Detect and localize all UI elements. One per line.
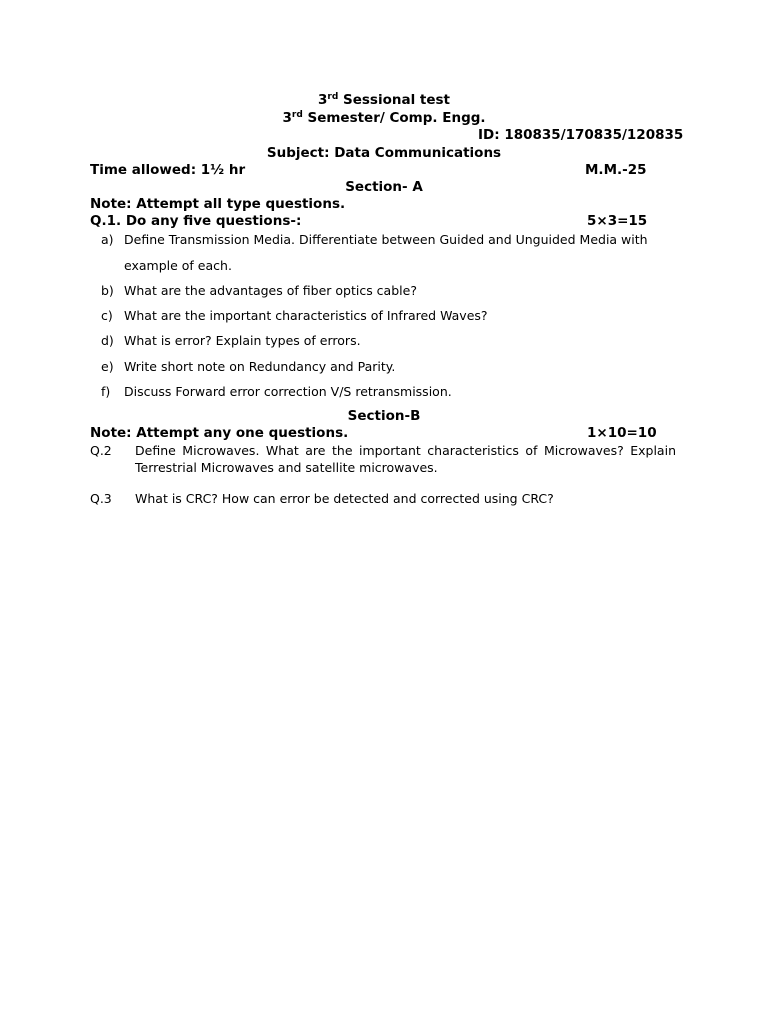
list-item-text: Discuss Forward error correction V/S retransmission. (124, 384, 452, 399)
q3-label: Q.3 (90, 491, 112, 506)
test-number: 3 (318, 92, 328, 108)
list-item-label: e) (101, 359, 114, 374)
list-item-label: b) (101, 283, 114, 298)
id-line: ID: 180835/170835/120835 (478, 127, 684, 143)
semester-text: Semester/ Comp. Engg. (302, 110, 486, 126)
q1-marks: 5×3=15 (587, 213, 648, 229)
time-allowed: Time allowed: 1½ hr (90, 162, 246, 178)
max-marks: M.M.-25 (585, 162, 647, 178)
subject-line: Subject: Data Communications (266, 145, 502, 161)
section-a-title: Section- A (345, 179, 423, 195)
test-title (0, 92, 768, 109)
list-item-label: f) (101, 384, 111, 399)
list-item-label: d) (101, 333, 114, 348)
test-superscript: rd (327, 92, 339, 102)
q2-label: Q.2 (90, 443, 112, 458)
list-item-text: What is error? Explain types of errors. (124, 333, 361, 348)
section-a-note: Note: Attempt all type questions. (90, 196, 346, 212)
q2-text-line1: Define Microwaves. What are the important characteristics of Microwaves? Explain (135, 443, 676, 458)
q2-text-line2: Terrestrial Microwaves and satellite microwaves. (135, 460, 438, 475)
q3-text: What is CRC? How can error be detected and corrected using CRC? (135, 491, 554, 506)
list-item-label: a) (101, 232, 114, 247)
section-b-title: Section-B (347, 408, 421, 424)
list-item-text: Define Transmission Media. Differentiate between Guided and Unguided Media with (124, 232, 648, 247)
section-b-marks: 1×10=10 (587, 425, 657, 441)
semester-superscript: rd (291, 110, 303, 120)
list-item-text: What are the advantages of fiber optics cable? (124, 283, 417, 298)
list-item-continuation: example of each. (124, 258, 232, 273)
test-title-text: Sessional test (338, 92, 450, 108)
list-item-text: What are the important characteristics of Infrared Waves? (124, 308, 488, 323)
list-item-text: Write short note on Redundancy and Parity. (124, 359, 396, 374)
semester-line (0, 110, 768, 127)
semester-number: 3 (282, 110, 292, 126)
list-item-label: c) (101, 308, 113, 323)
q1-label: Q.1. Do any five questions-: (90, 213, 302, 229)
section-b-note: Note: Attempt any one questions. (90, 425, 349, 441)
